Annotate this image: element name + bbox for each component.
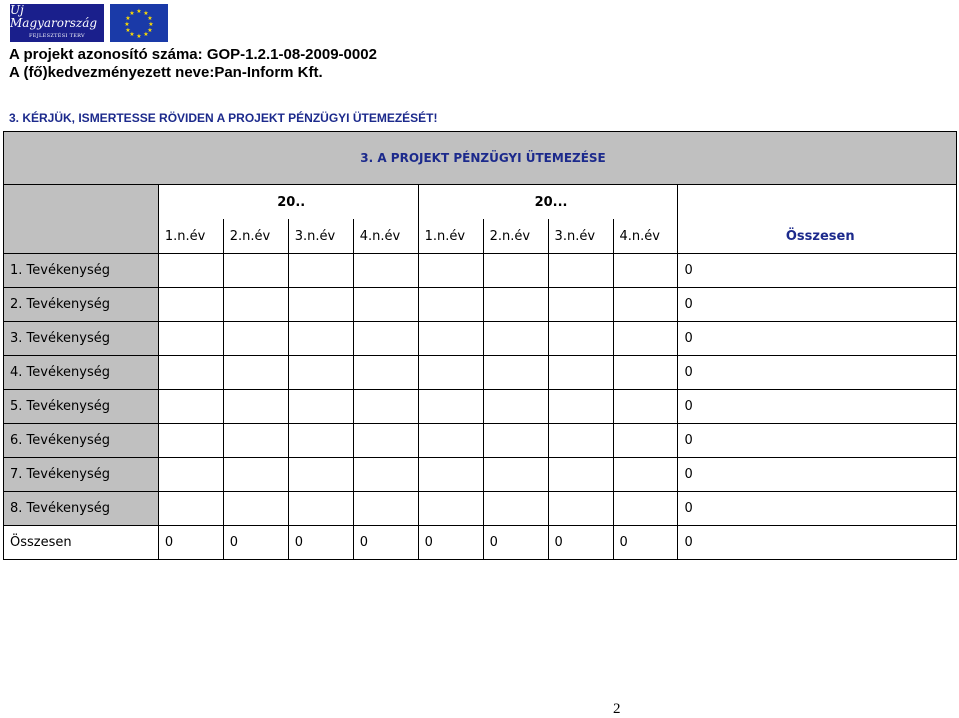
amount-cell[interactable] (483, 424, 548, 458)
amount-cell[interactable] (548, 254, 613, 288)
amount-cell[interactable] (483, 356, 548, 390)
activity-label: 7. Tevékenység (4, 458, 159, 492)
amount-cell[interactable] (548, 390, 613, 424)
logo-text: Új Magyarország (10, 2, 98, 30)
svg-text:★: ★ (136, 33, 142, 40)
grand-total: 0 (678, 526, 957, 560)
year-1-header: 20.. (158, 185, 418, 220)
svg-text:★: ★ (143, 10, 149, 17)
amount-cell[interactable] (613, 458, 678, 492)
table-title: 3. A PROJEKT PÉNZÜGYI ÜTEMEZÉSE (4, 132, 957, 185)
amount-cell[interactable] (548, 322, 613, 356)
header-corner (4, 185, 159, 254)
section-question: 3. KÉRJÜK, ISMERTESSE RÖVIDEN A PROJEKT PÉNZÜGYI ÜTEMEZÉSÉT! (9, 111, 438, 125)
year-2-header: 20... (418, 185, 678, 220)
amount-cell[interactable] (418, 288, 483, 322)
amount-cell[interactable] (288, 288, 353, 322)
svg-text:★: ★ (136, 8, 142, 15)
amount-cell[interactable] (548, 288, 613, 322)
activity-label: 6. Tevékenység (4, 424, 159, 458)
amount-cell[interactable] (483, 390, 548, 424)
svg-text:★: ★ (143, 31, 149, 38)
row-total: 0 (678, 288, 957, 322)
amount-cell[interactable] (418, 424, 483, 458)
amount-cell[interactable] (353, 492, 418, 526)
row-total: 0 (678, 254, 957, 288)
amount-cell[interactable] (353, 356, 418, 390)
amount-cell[interactable] (613, 288, 678, 322)
amount-cell[interactable] (223, 390, 288, 424)
sum-value: 0 (548, 526, 613, 560)
amount-cell[interactable] (223, 322, 288, 356)
amount-cell[interactable] (158, 390, 223, 424)
table-row (4, 458, 957, 492)
page-number: 2 (613, 701, 621, 717)
amount-cell[interactable] (613, 254, 678, 288)
svg-text:★: ★ (147, 27, 153, 34)
amount-cell[interactable] (158, 424, 223, 458)
amount-cell[interactable] (483, 254, 548, 288)
amount-cell[interactable] (158, 254, 223, 288)
amount-cell[interactable] (483, 492, 548, 526)
amount-cell[interactable] (353, 424, 418, 458)
amount-cell[interactable] (418, 458, 483, 492)
year-col-header: 4.n.év (353, 219, 418, 254)
table-row (4, 356, 957, 390)
sum-value: 0 (483, 526, 548, 560)
amount-cell[interactable] (223, 458, 288, 492)
sum-value: 0 (353, 526, 418, 560)
amount-cell[interactable] (288, 356, 353, 390)
amount-cell[interactable] (288, 492, 353, 526)
year-col-header: 2.n.év (483, 219, 548, 254)
svg-text:★: ★ (129, 10, 135, 17)
row-total: 0 (678, 390, 957, 424)
svg-text:★: ★ (125, 15, 131, 22)
year-col-header: 1.n.év (158, 219, 223, 254)
sum-value: 0 (288, 526, 353, 560)
amount-cell[interactable] (418, 322, 483, 356)
amount-cell[interactable] (158, 288, 223, 322)
sum-value: 0 (418, 526, 483, 560)
amount-cell[interactable] (418, 254, 483, 288)
amount-cell[interactable] (483, 322, 548, 356)
amount-cell[interactable] (158, 492, 223, 526)
activity-label: 1. Tevékenység (4, 254, 159, 288)
table-row (4, 390, 957, 424)
financial-schedule-table (3, 131, 957, 560)
amount-cell[interactable] (613, 492, 678, 526)
table-row (4, 424, 957, 458)
sum-value: 0 (158, 526, 223, 560)
amount-cell[interactable] (418, 492, 483, 526)
amount-cell[interactable] (353, 322, 418, 356)
sum-label: Összesen (4, 526, 159, 560)
amount-cell[interactable] (353, 390, 418, 424)
amount-cell[interactable] (223, 424, 288, 458)
svg-text:★: ★ (129, 31, 135, 38)
amount-cell[interactable] (288, 322, 353, 356)
amount-cell[interactable] (223, 254, 288, 288)
row-total: 0 (678, 322, 957, 356)
amount-cell[interactable] (613, 356, 678, 390)
row-total: 0 (678, 356, 957, 390)
row-total: 0 (678, 424, 957, 458)
amount-cell[interactable] (548, 356, 613, 390)
table-row (4, 322, 957, 356)
amount-cell[interactable] (483, 288, 548, 322)
table-row (4, 254, 957, 288)
sum-value: 0 (613, 526, 678, 560)
sum-row (4, 526, 957, 560)
amount-cell[interactable] (353, 254, 418, 288)
amount-cell[interactable] (158, 356, 223, 390)
activity-label: 4. Tevékenység (4, 356, 159, 390)
year-col-header: 4.n.év (613, 219, 678, 254)
amount-cell[interactable] (548, 492, 613, 526)
amount-cell[interactable] (223, 356, 288, 390)
activity-label: 8. Tevékenység (4, 492, 159, 526)
amount-cell[interactable] (483, 458, 548, 492)
logo-tag: FEJLESZTÉSI TERV (29, 32, 85, 39)
total-header: Összesen (678, 219, 957, 254)
amount-cell[interactable] (223, 288, 288, 322)
amount-cell[interactable] (288, 424, 353, 458)
amount-cell[interactable] (158, 458, 223, 492)
year-col-header: 1.n.év (418, 219, 483, 254)
amount-cell[interactable] (418, 356, 483, 390)
amount-cell[interactable] (288, 390, 353, 424)
amount-cell[interactable] (548, 458, 613, 492)
activity-label: 5. Tevékenység (4, 390, 159, 424)
table-row (4, 492, 957, 526)
amount-cell[interactable] (223, 492, 288, 526)
amount-cell[interactable] (288, 254, 353, 288)
amount-cell[interactable] (418, 390, 483, 424)
svg-text:★: ★ (125, 27, 131, 34)
year-col-header: 3.n.év (548, 219, 613, 254)
amount-cell[interactable] (548, 424, 613, 458)
svg-text:★: ★ (147, 15, 153, 22)
total-header-top (678, 185, 957, 220)
amount-cell[interactable] (613, 322, 678, 356)
amount-cell[interactable] (613, 424, 678, 458)
amount-cell[interactable] (158, 322, 223, 356)
project-id: A projekt azonosító száma: GOP-1.2.1-08-2009-0002 (9, 46, 377, 63)
year-col-header: 2.n.év (223, 219, 288, 254)
amount-cell[interactable] (353, 458, 418, 492)
amount-cell[interactable] (353, 288, 418, 322)
svg-text:★: ★ (148, 21, 154, 28)
table-row (4, 288, 957, 322)
amount-cell[interactable] (613, 390, 678, 424)
year-col-header: 3.n.év (288, 219, 353, 254)
logos (10, 4, 168, 42)
svg-text:★: ★ (124, 21, 130, 28)
amount-cell[interactable] (288, 458, 353, 492)
uj-magyarorszag-logo (10, 4, 104, 42)
sum-value: 0 (223, 526, 288, 560)
activity-label: 2. Tevékenység (4, 288, 159, 322)
activity-label: 3. Tevékenység (4, 322, 159, 356)
beneficiary-name: A (fő)kedvezményezett neve:Pan-Inform Kft. (9, 64, 323, 81)
row-total: 0 (678, 492, 957, 526)
eu-flag-icon (110, 4, 168, 42)
row-total: 0 (678, 458, 957, 492)
